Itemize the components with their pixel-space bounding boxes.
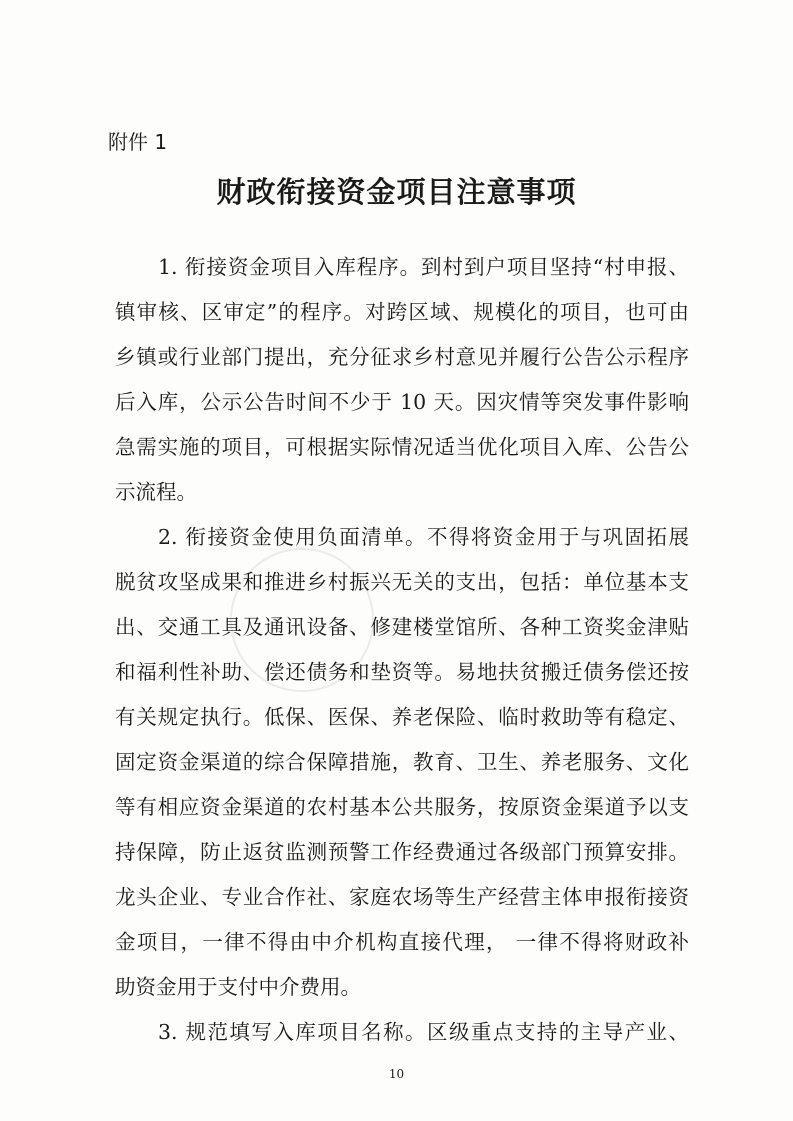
- paragraph-2-line-4: 和福利性补助、偿还债务和垫资等。易地扶贫搬迁债务偿还按: [115, 660, 689, 684]
- paragraph-3-line-1: 3. 规范填写入库项目名称。区级重点支持的主导产业、: [158, 1020, 689, 1044]
- page-number: 10: [388, 1067, 405, 1081]
- paragraph-1-line-1: 1. 衔接资金项目入库程序。到村到户项目坚持“村申报、: [158, 255, 689, 279]
- paragraph-2-line-6: 固定资金渠道的综合保障措施，教育、卫生、养老服务、文化: [115, 750, 689, 774]
- paragraph-2-line-7: 等有相应资金渠道的农村基本公共服务，按原资金渠道予以支: [115, 795, 689, 819]
- paragraph-2-line-9: 龙头企业、专业合作社、家庭农场等生产经营主体申报衔接资: [115, 885, 689, 909]
- paragraph-2-line-8: 持保障，防止返贫监测预警工作经费通过各级部门预算安排。: [115, 840, 689, 864]
- paragraph-2-line-2: 脱贫攻坚成果和推进乡村振兴无关的支出，包括：单位基本支: [115, 570, 689, 594]
- paragraph-1-line-2: 镇审核、区审定”的程序。对跨区域、规模化的项目，也可由: [115, 300, 689, 324]
- attachment-label: 附件 1: [108, 130, 168, 154]
- document-title: 财政衔接资金项目注意事项: [216, 175, 577, 209]
- paragraph-2-line-1: 2. 衔接资金使用负面清单。不得将资金用于与巩固拓展: [158, 525, 689, 549]
- paragraph-2-line-3: 出、交通工具及通讯设备、修建楼堂馆所、各种工资奖金津贴: [115, 615, 689, 639]
- paragraph-1-line-6: 示流程。: [115, 480, 197, 504]
- paragraph-2-line-11: 助资金用于支付中介费用。: [115, 975, 361, 999]
- paragraph-1-line-5: 急需实施的项目，可根据实际情况适当优化项目入库、公告公: [115, 435, 689, 459]
- paragraph-1-line-4: 后入库，公示公告时间不少于 10 天。因灾情等突发事件影响: [115, 390, 689, 414]
- paragraph-2-line-5: 有关规定执行。低保、医保、养老保险、临时救助等有稳定、: [115, 705, 689, 729]
- paragraph-1-line-3: 乡镇或行业部门提出，充分征求乡村意见并履行公告公示程序: [115, 345, 689, 369]
- paragraph-2-line-10: 金项目，一律不得由中介机构直接代理， 一律不得将财政补: [115, 930, 689, 954]
